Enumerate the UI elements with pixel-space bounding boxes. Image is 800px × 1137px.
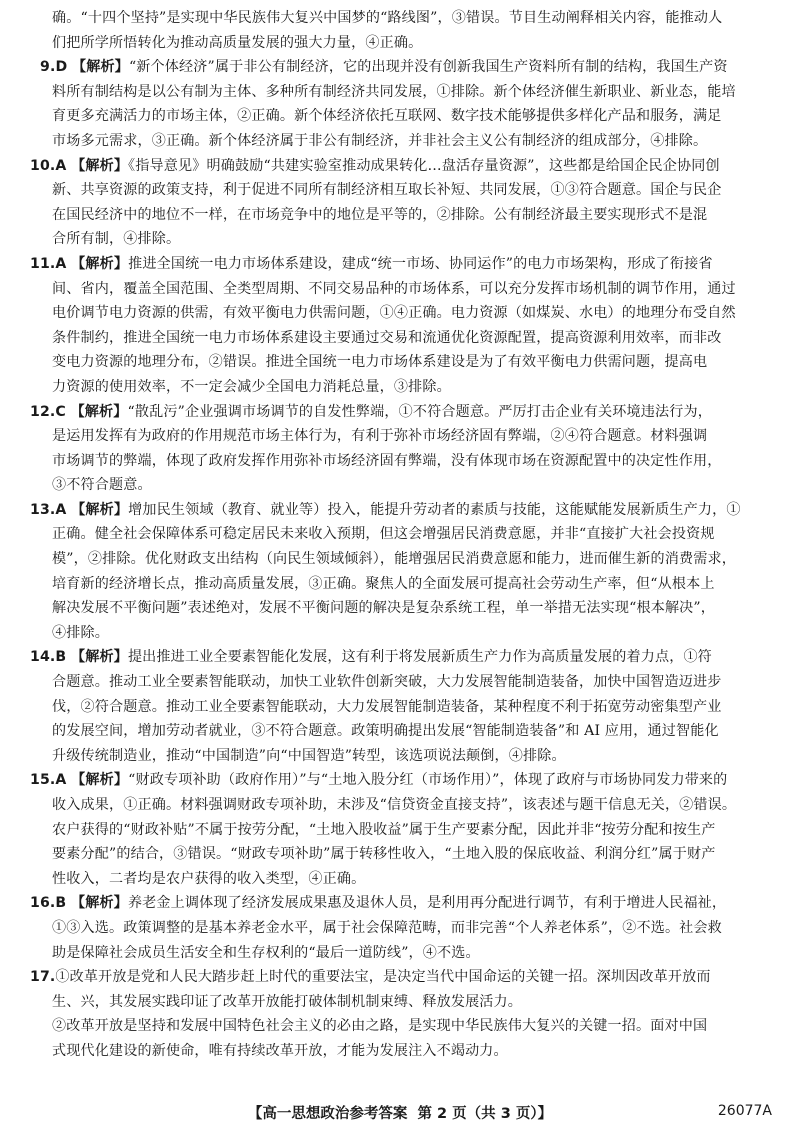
answer-item xyxy=(30,965,778,1063)
answer-item xyxy=(30,645,778,768)
analysis-tag: 【解析】 xyxy=(70,895,128,912)
analysis-tag: 【解析】 xyxy=(71,157,129,174)
answer-line xyxy=(30,916,778,941)
answer-item xyxy=(30,252,778,400)
answer-list xyxy=(30,55,778,1063)
continuation-line: 确。“十四个坚持”是实现中华民族伟大复兴中国梦的“路线图”，③错误。节目生动阐释相关内容，能推动人 xyxy=(52,10,723,26)
answer-line xyxy=(30,301,778,326)
answer-line xyxy=(30,867,778,892)
continuation-text xyxy=(30,6,778,55)
answer-content xyxy=(30,6,778,1064)
answer-line xyxy=(30,55,778,80)
answer-text: 解决发展不平衡问题”表述绝对，发展不平衡问题的解决是复杂系统工程，单一举措无法实现“根本解决”， xyxy=(52,600,716,617)
answer-line xyxy=(30,473,778,498)
answer-text: 升级传统制造业，推动“中国制造”向“中国智造”转型，该选项说法颠倒，④排除。 xyxy=(52,747,566,764)
answer-line xyxy=(30,891,778,916)
answer-line xyxy=(30,178,778,203)
answer-text: “散乱污”企业强调市场调节的自发性弊端，①不符合题意。严厉打击企业有关环境违法行为， xyxy=(127,403,713,420)
answer-text: 性收入，二者均是农户获得的收入类型，④正确。 xyxy=(52,870,366,887)
analysis-tag: 【解析】 xyxy=(71,772,129,789)
answer-text: ①改革开放是党和人民大踏步赶上时代的重要法宝，是决定当代中国命运的关键一招。深圳因改革开放而 xyxy=(55,969,711,986)
answer-item xyxy=(30,891,778,965)
answer-text: 间、省内，覆盖全国范围、全类型周期、不同交易品种的市场体系，可以充分发挥市场机制的调节作用，通过 xyxy=(52,280,736,297)
answer-number: 13.A xyxy=(30,501,67,518)
answer-text: 在国民经济中的地位不一样，在市场竞争中的地位是平等的，②排除。公有制经济最主要实现形式不是混 xyxy=(52,206,708,223)
answer-line xyxy=(30,129,778,154)
answer-line xyxy=(30,400,778,425)
answer-text: 条件制约，推进全国统一电力市场体系建设主要通过交易和流通优化资源配置，提高资源利用效率，而非改 xyxy=(52,329,722,346)
answer-text: 新、共享资源的政策支持，利于促进不同所有制经济相互取长补短、共同发展，①③符合题意。国企与民企 xyxy=(52,182,722,199)
analysis-tag: 【解析】 xyxy=(70,649,128,666)
answer-text: 力资源的使用效率，不一定会减少全国电力消耗总量，③排除。 xyxy=(52,378,451,395)
answer-text: 电价调节电力资源的供需，有效平衡电力供需问题，①④正确。电力资源（如煤炭、水电）的地理分布受自然 xyxy=(52,305,736,322)
answer-text: ③不符合题意。 xyxy=(52,477,152,494)
answer-text: 伐，②符合题意。推动工业全要素智能联动，大力发展智能制造装备，某种程度不利于拓宽劳动密集型产业 xyxy=(52,698,722,715)
analysis-tag: 【解析】 xyxy=(71,255,129,272)
answer-number: 9.D xyxy=(40,59,68,76)
answer-text: 培育新的经济增长点，推动高质量发展，③正确。聚焦人的全面发展可提高社会劳动生产率，但“从根本上 xyxy=(52,575,715,592)
continuation-line: 们把所学所悟转化为推动高质量发展的强大力量，④正确。 xyxy=(52,34,423,51)
answer-item xyxy=(30,768,778,891)
answer-line xyxy=(30,375,778,400)
answer-line xyxy=(30,498,778,523)
answer-line xyxy=(30,104,778,129)
answer-line xyxy=(30,227,778,252)
answer-text: 增加民生领域（教育、就业等）投入，能提升劳动者的素质与技能，这能赋能发展新质生产力，① xyxy=(128,501,741,518)
answer-number: 16.B xyxy=(30,895,67,912)
answer-line xyxy=(30,719,778,744)
analysis-tag: 【解析】 xyxy=(71,501,129,518)
analysis-tag: 【解析】 xyxy=(70,403,128,420)
answer-text: 养老金上调体现了经济发展成果惠及退休人员，是利用再分配进行调节，有利于增进人民福祉， xyxy=(127,895,727,912)
answer-text: 推进全国统一电力市场体系建设，建成“统一市场、协同运作”的电力市场架构，形成了衔接省 xyxy=(128,255,713,272)
answer-line xyxy=(30,793,778,818)
answer-line xyxy=(30,965,778,990)
answer-text: 生、兴，其发展实践印证了改革开放能打破体制机制束缚、释放发展活力。 xyxy=(52,993,523,1010)
answer-line xyxy=(30,252,778,277)
answer-number: 11.A xyxy=(30,255,67,272)
answer-line xyxy=(30,350,778,375)
answer-line xyxy=(30,572,778,597)
answer-line xyxy=(30,326,778,351)
answer-text: ④排除。 xyxy=(52,624,109,641)
footer-title xyxy=(0,1102,800,1123)
answer-number: 10.A xyxy=(30,157,67,174)
answer-text: “新个体经济”属于非公有制经济，它的出现并没有创新我国生产资料所有制的结构，我国生产资 xyxy=(128,59,728,76)
answer-line xyxy=(30,842,778,867)
analysis-tag: 【解析】 xyxy=(71,59,129,76)
answer-line xyxy=(30,670,778,695)
answer-line xyxy=(30,621,778,646)
answer-text: 合所有制，④排除。 xyxy=(52,231,181,248)
answer-text: 模”，②排除。优化财政支出结构（向民生领域倾斜），能增强居民消费意愿和能力，进而催生新的消费需求， xyxy=(52,551,736,568)
answer-line xyxy=(30,424,778,449)
answer-number: 15.A xyxy=(30,772,67,789)
answer-text: 农户获得的“财政补贴”不属于按劳分配，“土地入股收益”属于生产要素分配，因此并非“按劳分配和按生产 xyxy=(52,821,716,838)
answer-text: 要素分配”的结合，③错误。“财政专项补助”属于转移性收入，“土地入股的保底收益、利润分红”属于财产 xyxy=(52,846,716,863)
answer-line xyxy=(30,277,778,302)
answer-text: 的发展空间，增加劳动者就业，③不符合题意。政策明确提出发展“智能制造装备”和 AI 应用，通过智能化 xyxy=(52,723,719,740)
answer-line xyxy=(30,818,778,843)
answer-line xyxy=(30,695,778,720)
page-footer xyxy=(0,1102,800,1126)
answer-text: 是运用发挥有为政府的作用规范市场主体行为，有利于弥补市场经济固有弊端，②④符合题意。材料强调 xyxy=(52,428,708,445)
answer-text: 提出推进工业全要素智能化发展，这有利于将发展新质生产力作为高质量发展的着力点，①符 xyxy=(127,649,712,666)
answer-text: ①③入选。政策调整的是基本养老金水平，属于社会保障范畴，而非完善“个人养老体系”，②不选。社会救 xyxy=(52,919,722,936)
answer-item xyxy=(30,400,778,498)
answer-line xyxy=(30,522,778,547)
answer-line xyxy=(30,449,778,474)
answer-text: 正确。健全社会保障体系可稳定居民未来收入预期，但这会增强居民消费意愿，并非“直接扩大社会投资规 xyxy=(52,526,715,543)
answer-text: 市场多元需求，③正确。新个体经济属于非公有制经济，并非社会主义公有制经济的组成部分，④排除。 xyxy=(52,132,708,149)
footer-code: 26077A xyxy=(717,1103,772,1119)
answer-line xyxy=(30,744,778,769)
answer-text: 市场调节的弊端，体现了政府发挥作用弥补市场经济固有弊端，没有体现市场在资源配置中的决定性作用， xyxy=(52,452,722,469)
answer-text: 收入成果，①正确。材料强调财政专项补助，未涉及“信贷资金直接支持”，该表述与题干信息无关，②错误。 xyxy=(52,797,737,813)
answer-number: 14.B xyxy=(30,649,67,666)
answer-line xyxy=(30,80,778,105)
answer-line xyxy=(30,768,778,793)
answer-text: 变电力资源的地理分布，②错误。推进全国统一电力市场体系建设是为了有效平衡电力供需问题，提高电 xyxy=(52,354,708,371)
answer-number: 12.C xyxy=(30,403,66,420)
answer-line xyxy=(30,941,778,966)
answer-number: 17. xyxy=(30,969,56,986)
answer-line xyxy=(30,990,778,1015)
answer-item xyxy=(30,55,778,153)
answer-text: 助是保障社会成员生活安全和生存权利的“最后一道防线”，④不选。 xyxy=(52,944,480,961)
answer-line xyxy=(30,645,778,670)
answer-text: 料所有制结构是以公有制为主体、多种所有制经济共同发展，①排除。新个体经济催生新职业、新业态，能培 xyxy=(52,83,736,100)
footer-doc-title: 【高一思想政治参考答案 xyxy=(247,1106,408,1122)
answer-line xyxy=(30,596,778,621)
answer-text: 合题意。推动工业全要素智能联动，加快工业软件创新突破，大力发展智能制造装备，加快中国智造迈进步 xyxy=(52,674,722,691)
answer-line xyxy=(30,203,778,228)
answer-line xyxy=(30,547,778,572)
answer-extra-line: ②改革开放是坚持和发展中国特色社会主义的必由之路，是实现中华民族伟大复兴的关键一招。面对中国 xyxy=(52,1018,708,1035)
answer-item xyxy=(30,498,778,646)
answer-item xyxy=(30,154,778,252)
answer-line xyxy=(30,154,778,179)
answer-text: “财政专项补助（政府作用）”与“土地入股分红（市场作用）”，体现了政府与市场协同发力带来的 xyxy=(128,772,728,789)
answer-extra-line: 式现代化建设的新使命，唯有持续改革开放，才能为发展注入不竭动力。 xyxy=(52,1042,508,1059)
answer-text: 《指导意见》明确鼓励“共建实验室推动成果转化…盘活存量资源”，这些都是给国企民企协同创 xyxy=(128,157,720,174)
footer-page-number: 第 2 页（共 3 页）】 xyxy=(417,1106,553,1122)
answer-text: 育更多充满活力的市场主体，②正确。新个体经济依托互联网、数字技术能够提供多样化产品和服务，满足 xyxy=(52,108,722,125)
